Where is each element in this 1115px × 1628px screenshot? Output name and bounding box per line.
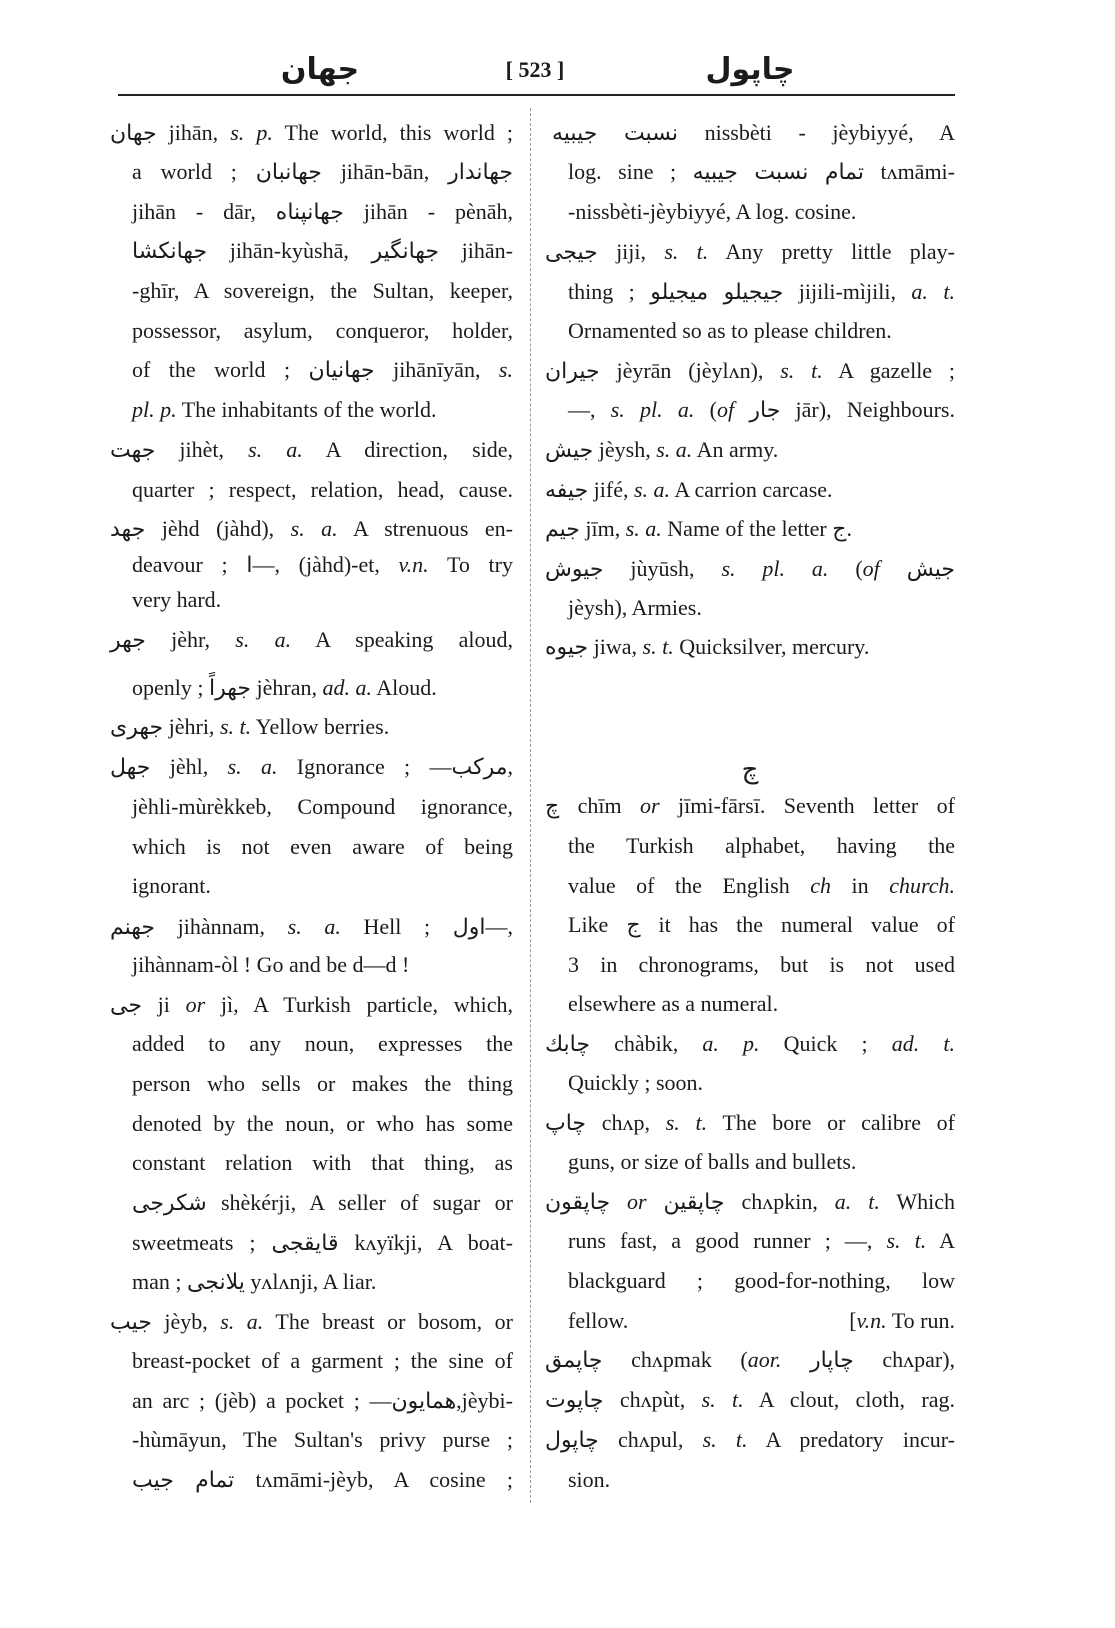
text-run: -nissbèti-jèybiyyé, A log. cosine.	[568, 199, 857, 224]
text-run: جهد jèhd (jàhd),	[110, 516, 291, 541]
italic-abbreviation: church.	[889, 873, 955, 898]
entry-continuation-line	[132, 1148, 513, 1178]
text-run: A direction, side,	[302, 437, 514, 462]
entry-continuation-line	[132, 1346, 513, 1376]
entry-continuation-line	[568, 157, 955, 187]
entry-continuation-line	[132, 871, 513, 901]
text-run: A carrion carcase.	[670, 477, 833, 502]
text-run: a world ; جهانبان jihān-bān, جهاندار	[132, 159, 513, 184]
page-number: [ 523 ]	[505, 57, 565, 82]
text-run: The bore or calibre of	[707, 1110, 955, 1135]
text-run: man ; یلانجی yʌlʌnji, A liar.	[132, 1269, 377, 1294]
italic-abbreviation: pl. p.	[132, 397, 177, 422]
text-run: log. sine ; تمام نسبت جیبیه tʌmāmi-	[568, 159, 955, 184]
text-run: چ chīm	[545, 793, 641, 818]
text-run: چاپوت chʌpùt,	[545, 1387, 702, 1412]
text-run: Quickly ; soon.	[568, 1070, 704, 1095]
italic-abbreviation: s. a.	[220, 1309, 264, 1334]
column-divider	[530, 108, 531, 1503]
text-run: چاپمق chʌpmak (	[545, 1347, 748, 1372]
entry-continuation-line	[568, 1068, 955, 1098]
italic-abbreviation: s. a.	[227, 754, 278, 779]
text-run: [	[849, 1308, 857, 1333]
entry-headword-line	[545, 1425, 955, 1455]
text-run: جیوش jùyūsh,	[545, 556, 722, 581]
text-run: The inhabitants of the world.	[176, 397, 437, 422]
entry-headword-line	[110, 990, 513, 1020]
italic-abbreviation: v.n.	[856, 1308, 887, 1333]
text-run: جهنم jihànnam,	[110, 914, 288, 939]
italic-abbreviation: or	[185, 992, 206, 1017]
text-run: of the world ; جهانیان jihānīyān,	[132, 357, 499, 382]
entry-headword-line	[545, 475, 955, 505]
text-run: (	[694, 397, 717, 422]
text-run: jihān - dār, جهانپناه jihān - pènāh,	[132, 199, 513, 224]
entry-continuation-line	[132, 792, 513, 822]
entry-headword-line	[545, 435, 955, 465]
italic-abbreviation: s. t.	[664, 239, 709, 264]
text-run: person who sells or makes the thing	[132, 1071, 513, 1096]
entry-headword-line	[545, 791, 955, 821]
text-run: jì, A Turkish particle, which,	[205, 992, 513, 1017]
text-run: To try	[428, 552, 513, 577]
text-run: جیب jèyb,	[110, 1309, 221, 1334]
entry-continuation-line	[568, 1465, 955, 1495]
text-run: Which	[879, 1189, 956, 1214]
text-run: چابك chàbik,	[545, 1031, 703, 1056]
text-run: جار jār), Neighbours.	[734, 397, 955, 422]
text-run: Ignorance ; —مرکب,	[277, 754, 513, 779]
text-run: jīmi-fārsī. Seventh letter of	[659, 793, 955, 818]
italic-abbreviation: s. a.	[235, 627, 292, 652]
entry-headword-line	[545, 632, 955, 662]
entry-continuation-line	[132, 1109, 513, 1139]
text-run: A predatory incur-	[747, 1427, 955, 1452]
text-run: denoted by the noun, or who has some	[132, 1111, 513, 1136]
text-run: blackguard ; good-for-nothing, low	[568, 1268, 955, 1293]
entry-headword-line	[110, 435, 513, 465]
text-run: جیم jīm,	[545, 516, 626, 541]
text-run: Name of the letter ج.	[661, 516, 852, 541]
text-run: added to any noun, expresses the	[132, 1031, 513, 1056]
text-run: quarter ; respect, relation, head, cause.	[132, 477, 513, 502]
text-run: value of the English	[568, 873, 811, 898]
text-run: fellow.	[568, 1308, 629, 1333]
italic-abbreviation: s. t.	[701, 1387, 744, 1412]
text-run: جهری jèhri,	[110, 714, 220, 739]
entry-headword-line	[545, 1345, 955, 1375]
italic-abbreviation: a. t.	[911, 279, 955, 304]
entry-continuation-line	[568, 831, 955, 861]
text-run: ignorant.	[132, 873, 211, 898]
text-run: جهل jèhl,	[110, 754, 228, 779]
entry-continuation-line	[568, 197, 955, 227]
text-run: چاپقین chʌpkin,	[646, 1189, 835, 1214]
italic-abbreviation: or	[640, 793, 660, 818]
entry-continuation-line	[132, 236, 513, 266]
entry-continuation-line	[132, 1465, 513, 1495]
text-run: An army.	[692, 437, 779, 462]
header-rule	[118, 94, 955, 96]
text-run: A speaking aloud,	[291, 627, 514, 652]
text-run: To run.	[886, 1308, 955, 1333]
entry-continuation-line	[132, 950, 513, 980]
entry-continuation-line	[568, 871, 955, 901]
text-run: jihànnam-òl ! Go and be d—d !	[132, 952, 410, 977]
text-run: نسبت جیبیه nissbèti - jèybiyyé, A	[552, 120, 955, 145]
italic-abbreviation: s. t.	[219, 714, 252, 739]
entry-headword-line	[545, 1187, 955, 1217]
entry-headword-line	[110, 912, 513, 942]
text-run: -hùmāyun, The Sultan's privy purse ;	[132, 1427, 513, 1452]
entry-continuation-line	[568, 395, 955, 425]
entry-headword-line	[552, 118, 955, 148]
entry-headword-line	[545, 1029, 955, 1059]
italic-abbreviation: of	[862, 556, 880, 581]
entry-headword-line	[545, 356, 955, 386]
entry-headword-line	[545, 554, 955, 584]
text-run: openly ; جهراً jèhran,	[132, 675, 323, 700]
text-run: جیوه jiwa,	[545, 634, 643, 659]
text-run: Quick ;	[759, 1031, 892, 1056]
italic-abbreviation: v.n.	[398, 552, 429, 577]
italic-abbreviation: s.	[498, 357, 513, 382]
entry-continuation-line	[568, 989, 955, 1019]
text-run: jèhli-mùrèkkeb, Compound ignorance,	[132, 794, 513, 819]
entry-continuation-line	[132, 276, 513, 306]
entry-continuation-line	[132, 1188, 513, 1218]
text-run: Yellow berries.	[251, 714, 390, 739]
entry-headword-line	[545, 1108, 955, 1138]
entry-continuation-line	[568, 593, 955, 623]
italic-abbreviation: a. p.	[702, 1031, 760, 1056]
text-run: جهان jihān,	[110, 120, 231, 145]
text-run: (	[828, 556, 863, 581]
entry-continuation-line	[132, 475, 513, 505]
text-run: jèysh), Armies.	[568, 595, 702, 620]
text-run: جیجی jiji,	[545, 239, 665, 264]
text-run: شکرجی shèkérji, A seller of sugar or	[132, 1190, 513, 1215]
italic-abbreviation: s. a.	[248, 437, 303, 462]
text-run: Hell ; اول—,	[340, 914, 513, 939]
text-run: thing ; جیجیلو میجیلو jijili-mìjili,	[568, 279, 912, 304]
entry-continuation-line	[132, 316, 513, 346]
italic-abbreviation: s. pl. a.	[610, 397, 695, 422]
text-run: the Turkish alphabet, having the	[568, 833, 955, 858]
entry-continuation-line	[132, 157, 513, 187]
italic-abbreviation: s. a.	[656, 437, 693, 462]
italic-abbreviation: s. pl. a.	[721, 556, 829, 581]
italic-abbreviation: s. a.	[290, 516, 338, 541]
entry-headword-line	[110, 625, 513, 655]
text-run: sion.	[568, 1467, 611, 1492]
text-run: sweetmeats ; قایقجی kʌyïkji, A boat-	[132, 1230, 513, 1255]
text-run: The breast or bosom, or	[263, 1309, 513, 1334]
entry-headword-line	[545, 1385, 955, 1415]
text-run: runs fast, a good runner ; —,	[568, 1228, 887, 1253]
text-run: an arc ; (jèb) a pocket ; —همایون,jèybi-	[132, 1388, 513, 1413]
text-run: جیش jèysh,	[545, 437, 657, 462]
italic-abbreviation: or	[627, 1189, 647, 1214]
run-in-line-end	[568, 1306, 955, 1336]
text-run: Ornamented so as to please children.	[568, 318, 892, 343]
text-run: -ghīr, A sovereign, the Sultan, keeper,	[132, 278, 513, 303]
text-run: possessor, asylum, conqueror, holder,	[132, 318, 513, 343]
text-run: Aloud.	[371, 675, 437, 700]
text-run: جیش	[879, 556, 955, 581]
entry-continuation-line	[568, 1147, 955, 1177]
italic-abbreviation: ch	[810, 873, 832, 898]
entry-continuation-line	[568, 1226, 955, 1256]
text-run: A gazelle ;	[822, 358, 955, 383]
entry-continuation-line	[568, 950, 955, 980]
entry-headword-line	[110, 1307, 513, 1337]
text-run: guns, or size of balls and bullets.	[568, 1149, 857, 1174]
text-run: A clout, cloth, rag.	[743, 1387, 955, 1412]
entry-continuation-line	[132, 1228, 513, 1258]
entry-headword-line	[110, 118, 513, 148]
text-run: —,	[568, 397, 611, 422]
entry-continuation-line	[132, 197, 513, 227]
text-run: breast-pocket of a garment ; the sine of	[132, 1348, 513, 1373]
text-run: Like ج it has the numeral value of	[568, 912, 955, 937]
text-run: جیران jèyrān (jèylʌn),	[545, 358, 781, 383]
italic-abbreviation: s. t.	[702, 1427, 748, 1452]
italic-abbreviation: s. a.	[287, 914, 341, 939]
text-run: elsewhere as a numeral.	[568, 991, 779, 1016]
entry-continuation-line	[568, 1266, 955, 1296]
italic-abbreviation: s. t.	[665, 1110, 708, 1135]
entry-headword-line	[110, 712, 513, 742]
text-run: جهر jèhr,	[110, 627, 236, 652]
text-run: Quicksilver, mercury.	[673, 634, 870, 659]
italic-abbreviation: s. a.	[634, 477, 671, 502]
text-run: چاپ chʌp,	[545, 1110, 666, 1135]
entry-continuation-line	[132, 550, 513, 580]
italic-abbreviation: aor.	[747, 1347, 782, 1372]
italic-abbreviation: ad. a.	[322, 675, 372, 700]
entry-headword-line	[545, 237, 955, 267]
entry-continuation-line	[132, 585, 513, 615]
italic-abbreviation: s. t.	[886, 1228, 927, 1253]
text-run: جی ji	[110, 992, 186, 1017]
entry-headword-line	[110, 514, 513, 544]
entry-headword-line	[545, 514, 955, 544]
italic-abbreviation: a. t.	[834, 1189, 880, 1214]
text-run: تمام جیب tʌmāmi-jèyb, A cosine ;	[132, 1467, 513, 1492]
text-run: 3 in chronograms, but is not used	[568, 952, 955, 977]
text-run: deavour ; ا—, (jàhd)-et,	[132, 552, 399, 577]
text-run: which is not even aware of being	[132, 834, 513, 859]
entry-continuation-line	[568, 277, 955, 307]
entry-continuation-line	[132, 1069, 513, 1099]
text-run: The world, this world ;	[272, 120, 513, 145]
text-run: in	[831, 873, 890, 898]
entry-headword-line	[110, 752, 513, 782]
italic-abbreviation: ad. t.	[891, 1031, 955, 1056]
text-run: جهت jihèt,	[110, 437, 249, 462]
text-run: چاپقون	[545, 1189, 628, 1214]
entry-continuation-line	[132, 395, 513, 425]
text-run: A strenuous en-	[337, 516, 513, 541]
italic-abbreviation: s. t.	[780, 358, 823, 383]
text-run: چاپول chʌpul,	[545, 1427, 703, 1452]
entry-continuation-line	[132, 355, 513, 385]
entry-continuation-line	[132, 1267, 513, 1297]
text-run: جهانکشا jihān-kyùshā, جهانگیر jihān-	[132, 238, 513, 263]
entry-continuation-line	[132, 1425, 513, 1455]
entry-continuation-line	[132, 1386, 513, 1416]
italic-abbreviation: s. p.	[230, 120, 273, 145]
left-guide-word: جهان	[280, 52, 360, 87]
right-guide-word: چاپول	[705, 52, 795, 87]
text-run: constant relation with that thing, as	[132, 1150, 513, 1175]
italic-abbreviation: s. a.	[625, 516, 662, 541]
italic-abbreviation: s. t.	[642, 634, 674, 659]
text-run: جیفه jifé,	[545, 477, 634, 502]
text-run: چاپار chʌpar),	[781, 1347, 956, 1372]
entry-continuation-line	[132, 1029, 513, 1059]
text-run: Any pretty little play-	[708, 239, 955, 264]
entry-continuation-line	[568, 316, 955, 346]
entry-continuation-line	[132, 832, 513, 862]
entry-continuation-line	[568, 910, 955, 940]
text-run: very hard.	[132, 587, 222, 612]
section-letter-heading: چ	[741, 755, 759, 785]
italic-abbreviation: of	[717, 397, 735, 422]
entry-continuation-line	[132, 673, 513, 703]
text-run: A	[926, 1228, 955, 1253]
